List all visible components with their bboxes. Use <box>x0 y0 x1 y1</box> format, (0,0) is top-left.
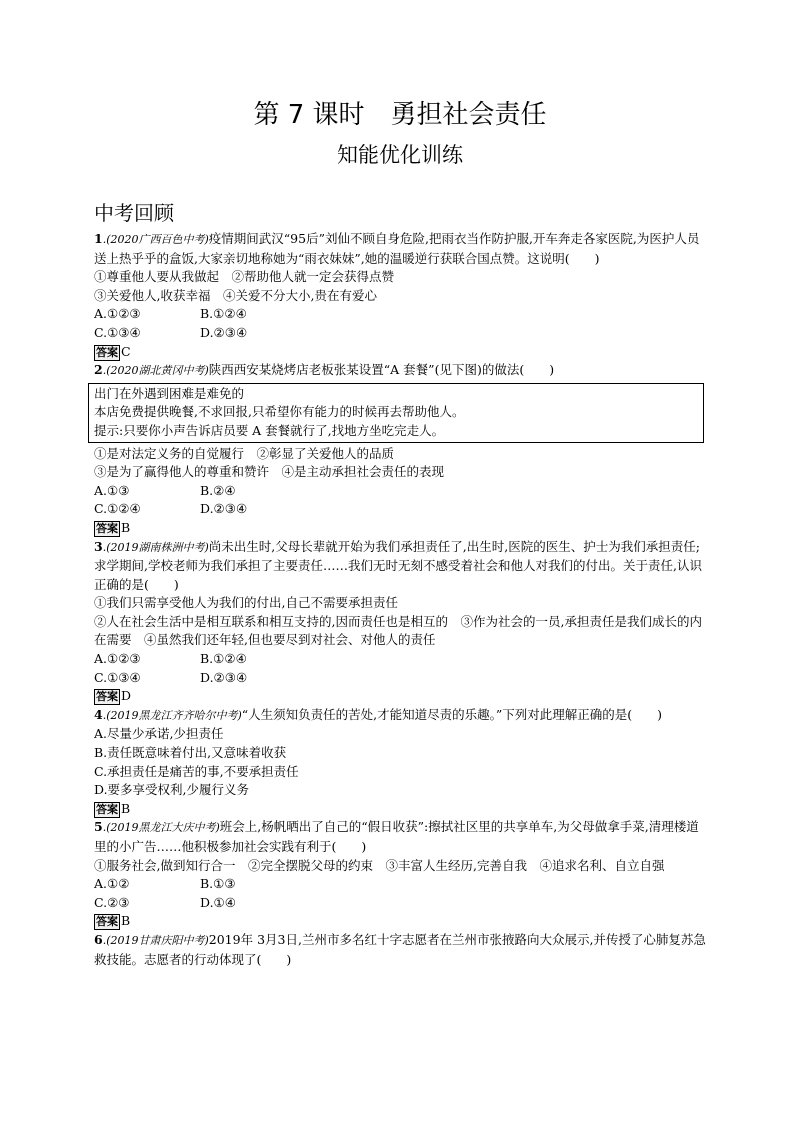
question-number: 5 <box>94 819 103 835</box>
option-b: B.②④ <box>200 482 236 498</box>
answer-badge: 答案 <box>96 345 118 359</box>
answer-value: D <box>121 688 132 704</box>
question-source: .(2019甘肃庆阳中考) <box>102 933 209 947</box>
option-d: D.②③④ <box>200 501 248 517</box>
notice-box <box>88 383 704 443</box>
options-row <box>94 305 706 324</box>
question-stem <box>94 931 706 969</box>
option-d: D.②③④ <box>200 669 248 685</box>
statement: ①是对法定义务的自觉履行 ②彰显了关爱他人的品质 <box>94 445 395 461</box>
statement: ①我们只需享受他人为我们的付出,自己不需要承担责任 <box>94 595 398 611</box>
option-b: B.①②④ <box>200 651 247 667</box>
answer-badge: 答案 <box>96 690 118 704</box>
option-b: B.①②④ <box>200 306 247 322</box>
options-row <box>94 894 706 913</box>
answer-line <box>94 800 706 819</box>
statement: ③关爱他人,收获幸福 ④关爱不分大小,贵在有爱心 <box>94 287 377 303</box>
question-text: 班会上,杨帆晒出了自己的“假日收获”:擦拭社区里的共享单车,为父母做拿手菜,清理楼道里的小广告……他积极参加社会实践有利于( ) <box>94 819 699 854</box>
answer-badge: 答案 <box>96 802 118 816</box>
question-stem <box>94 818 706 856</box>
options-row <box>94 324 706 343</box>
answer-line <box>94 687 706 706</box>
question-stem <box>94 230 706 268</box>
answer-value: B <box>121 519 131 535</box>
notice-line: 本店免费提供晚餐,不求回报,只希望你有能力的时候再去帮助他人。 <box>94 404 465 420</box>
option-d: D.要多享受权利,少履行义务 <box>94 782 250 798</box>
question-text: 陕西西安某烧烤店老板张某设置“A 套餐”(见下图)的做法( ) <box>208 362 555 378</box>
question-6 <box>94 931 706 969</box>
question-text: 疫情期间武汉“95后”刘仙不顾自身危险,把雨衣当作防护服,开车奔走各家医院,为医护人员送上热乎乎的盒饭,大家亲切地称她为“雨衣妹妹”,她的温暖逆行获联合国点赞。这说明( ) <box>94 231 700 266</box>
answer-line <box>94 519 706 538</box>
statement: ①服务社会,做到知行合一 ②完全摆脱父母的约束 ③丰富人生经历,完善自我 ④追求名利、自立自强 <box>94 857 665 873</box>
option-b: B.责任既意味着付出,又意味着收获 <box>94 745 287 761</box>
option-d: D.②③④ <box>200 324 248 340</box>
question-source: .(2020广西百色中考) <box>102 233 209 246</box>
option-c: C.①③④ <box>94 669 141 685</box>
question-source: .(2019黑龙江大庆中考) <box>102 821 220 835</box>
answer-value: B <box>121 800 131 816</box>
question-source: .(2019湖南株洲中考) <box>102 540 209 554</box>
question-text: 尚未出生时,父母长辈就开始为我们承担责任了,出生时,医院的医生、护士为我们承担责任;求学期间,学校老师为我们承担了主要责任……我们无时无刻不感受着社会和他人对我们的付出。关于责任,认识正确的是( ) <box>94 538 702 592</box>
question-stem <box>94 361 706 381</box>
answer-line <box>94 343 706 362</box>
question-number: 3 <box>94 538 103 554</box>
option-a: A.①②③ <box>94 651 141 667</box>
statement: ②人在社会生活中是相互联系和相互支持的,因而责任也是相互的 ③作为社会的一员,承担责任是我们成长的内在需要 ④虽然我们还年轻,但也要尽到对社会、对他人的责任 <box>94 613 702 648</box>
statement: ③是为了赢得他人的尊重和赞许 ④是主动承担社会责任的表现 <box>94 464 445 480</box>
option-c: C.①②④ <box>94 501 141 517</box>
page-title: 第 7 课时 勇担社会责任 <box>253 100 547 130</box>
page-subtitle: 知能优化训练 <box>337 143 463 167</box>
question-number: 4 <box>94 706 103 722</box>
answer-badge: 答案 <box>96 521 118 535</box>
option-d: D.①④ <box>200 894 236 910</box>
question-number: 6 <box>94 931 103 947</box>
answer-value: C <box>121 343 131 359</box>
statement: ①尊重他人要从我做起 ②帮助他人就一定会获得点赞 <box>94 269 395 285</box>
question-text: “人生须知负责任的苦处,才能知道尽责的乐趣。”下列对此理解正确的是( ) <box>241 706 663 722</box>
question-source: .(2020湖北黄冈中考) <box>102 364 209 378</box>
question-5 <box>94 818 706 931</box>
options-row <box>94 875 706 894</box>
question-2 <box>94 361 706 537</box>
question-text: 2019年 3月3日,兰州市多名红十字志愿者在兰州市张掖路向大众展示,并传授了心肺复苏急救技能。志愿者的行动体现了( ) <box>94 931 706 967</box>
question-stem <box>94 538 706 595</box>
page <box>94 98 706 969</box>
option-c: C.承担责任是痛苦的事,不要承担责任 <box>94 763 299 779</box>
question-number: 2 <box>94 362 103 378</box>
question-3 <box>94 538 706 706</box>
section-heading: 中考回顾 <box>94 201 174 225</box>
options-row <box>94 669 706 688</box>
options-row <box>94 650 706 669</box>
notice-line: 出门在外遇到困难是难免的 <box>94 385 245 401</box>
question-source: .(2019黑龙江齐齐哈尔中考) <box>102 708 242 722</box>
question-number: 1 <box>94 231 103 246</box>
answer-value: B <box>121 913 131 929</box>
option-a: A.①③ <box>94 482 130 498</box>
question-1 <box>94 230 706 361</box>
option-a: A.尽量少承诺,少担责任 <box>94 726 224 742</box>
question-4 <box>94 706 706 819</box>
question-stem <box>94 706 706 726</box>
option-b: B.①③ <box>200 876 236 892</box>
option-a: A.①② <box>94 876 130 892</box>
option-c: C.②③ <box>94 894 130 910</box>
answer-badge: 答案 <box>96 915 118 929</box>
options-row <box>94 500 706 519</box>
answer-line <box>94 912 706 931</box>
option-a: A.①②③ <box>94 306 141 322</box>
options-row <box>94 482 706 501</box>
notice-line: 提示:只要你小声告诉店员要 A 套餐就行了,找地方坐吃完走人。 <box>94 422 445 438</box>
option-c: C.①③④ <box>94 324 141 340</box>
